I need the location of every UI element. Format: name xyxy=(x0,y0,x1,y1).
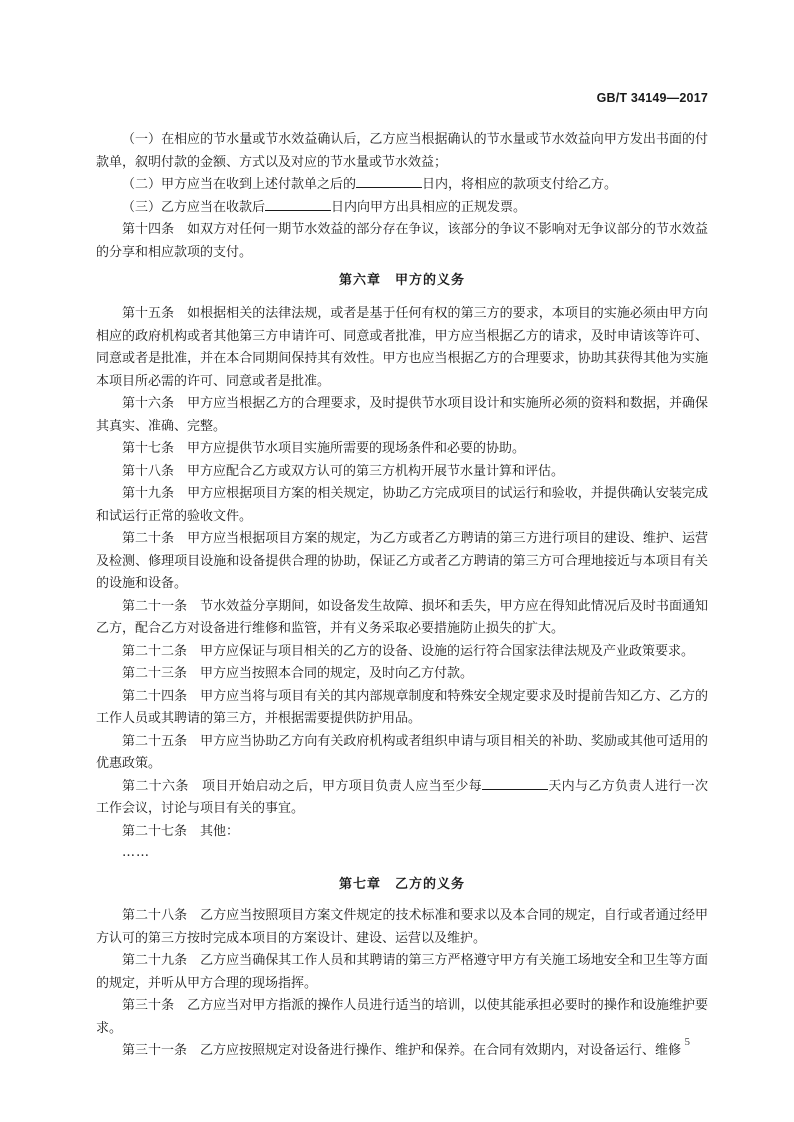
article-28: 第二十八条 乙方应当按照项目方案文件规定的技术标准和要求以及本合同的规定，自行或者通过经甲方认可的第三方按时完成本项目的方案设计、建设、运营以及维护。 xyxy=(96,908,708,946)
article-23: 第二十三条 甲方应当按照本合同的规定，及时向乙方付款。 xyxy=(122,666,474,681)
article-30: 第三十条 乙方应当对甲方指派的操作人员进行适当的培训，以使其能承担必要时的操作和设施维护要求。 xyxy=(96,998,708,1036)
ellipsis: …… xyxy=(122,845,150,860)
fill-in-blank xyxy=(482,776,548,790)
standard-code: GB/T 34149—2017 xyxy=(596,91,708,105)
fill-in-blank xyxy=(265,197,331,211)
article-26 xyxy=(96,776,708,821)
paragraph-payment-3 xyxy=(96,197,708,220)
chapter-7-title: 第七章 乙方的义务 xyxy=(338,877,465,892)
article-17: 第十七条 甲方应提供节水项目实施所需要的现场条件和必要的协助。 xyxy=(122,441,526,456)
article-19: 第十九条 甲方应根据项目方案的相关规定，协助乙方完成项目的试运行和验收，并提供确认安装完成和试运行正常的验收文件。 xyxy=(96,486,708,524)
paragraph-payment-1: （一）在相应的节水量或节水效益确认后，乙方应当根据确认的节水量或节水效益向甲方发出书面的付款单，叙明付款的金额、方式以及对应的节水量或节水效益； xyxy=(96,132,708,170)
page-number: 5 xyxy=(684,1036,690,1048)
text-segment: 日内，将相应的款项支付给乙方。 xyxy=(422,177,618,192)
article-24: 第二十四条 甲方应当将与项目有关的其内部规章制度和特殊安全规定要求及时提前告知乙方、乙方的工作人员或其聘请的第三方，并根据需要提供防护用品。 xyxy=(96,688,708,726)
paragraph-payment-2 xyxy=(96,174,708,197)
article-31: 第三十一条 乙方应按照规定对设备进行操作、维护和保养。在合同有效期内，对设备运行、维修 xyxy=(122,1043,682,1058)
article-20: 第二十条 甲方应当根据项目方案的规定，为乙方或者乙方聘请的第三方进行项目的建设、维护、运营及检测、修理项目设施和设备提供合理的协助，保证乙方或者乙方聘请的第三方可合理地接近与本项目有关的设施和设备。 xyxy=(96,531,708,591)
article-18: 第十八条 甲方应配合乙方或双方认可的第三方机构开展节水量计算和评估。 xyxy=(122,463,565,479)
text-segment: 天内与乙方负责人进行一次工作会议，讨论与项目有关的事宜。 xyxy=(96,778,708,816)
document-body xyxy=(96,129,708,1063)
article-14: 第十四条 如双方对任何一期节水效益的部分存在争议，该部分的争议不影响对无争议部分的节水效益的分享和相应款项的支付。 xyxy=(96,222,708,260)
article-27: 第二十七条 其他： xyxy=(122,823,240,839)
chapter-6-title: 第六章 甲方的义务 xyxy=(338,273,465,288)
article-16: 第十六条 甲方应当根据乙方的合理要求，及时提供节水项目设计和实施所必须的资料和数据，并确保其真实、准确、完整。 xyxy=(96,396,708,434)
article-22: 第二十二条 甲方应保证与项目相关的乙方的设备、设施的运行符合国家法律法规及产业政策要求。 xyxy=(122,643,695,659)
article-21: 第二十一条 节水效益分享期间，如设备发生故障、损坏和丢失，甲方应在得知此情况后及时书面通知乙方，配合乙方对设备进行维修和监管，并有义务采取必要措施防止损失的扩大。 xyxy=(96,598,708,636)
text-segment: （二）甲方应当在收到上述付款单之后的 xyxy=(122,177,357,192)
fill-in-blank xyxy=(356,174,422,188)
text-segment: 第二十六条 项目开始启动之后，甲方项目负责人应当至少每 xyxy=(122,778,482,794)
article-29: 第二十九条 乙方应当确保其工作人员和其聘请的第三方严格遵守甲方有关施工场地安全和卫生等方面的规定，并听从甲方合理的现场指挥。 xyxy=(96,953,708,991)
text-segment: 日内向甲方出具相应的正规发票。 xyxy=(331,199,527,215)
article-25: 第二十五条 甲方应当协助乙方向有关政府机构或者组织申请与项目相关的补助、奖励或其他可适用的优惠政策。 xyxy=(96,733,708,771)
article-15: 第十五条 如根据相关的法律法规，或者是基于任何有权的第三方的要求，本项目的实施必须由甲方向相应的政府机构或者其他第三方申请许可、同意或者批准，甲方应当根据乙方的请求，及时申请该等许可、同意或者是批准，并在本合同期间保持其有效性。甲方也应当根据乙方的合理要求，协助其获得其他为实施本项目所必需的许可、同意或者是批准。 xyxy=(96,306,708,389)
text-segment: （三）乙方应当在收款后 xyxy=(122,199,266,215)
